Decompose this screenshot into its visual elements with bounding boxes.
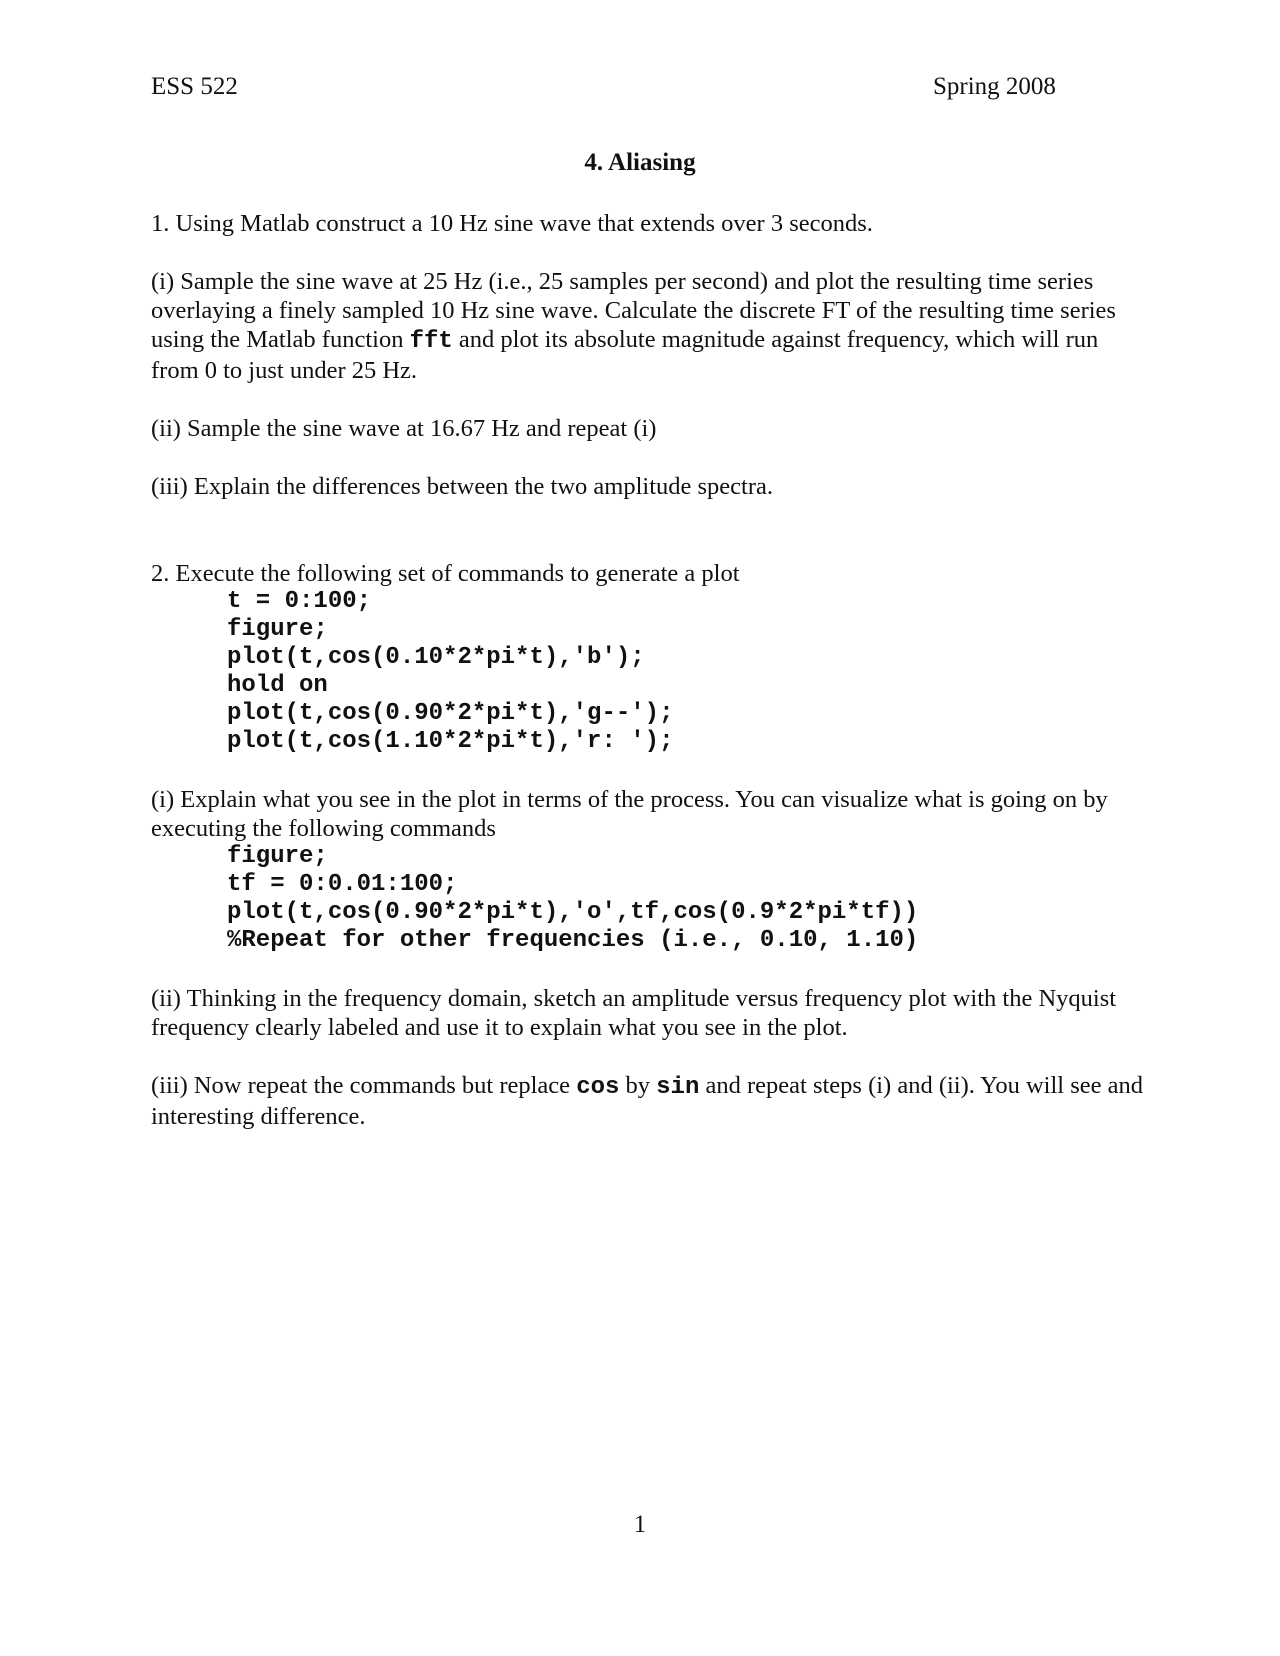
problem-2-part-iii-text: (iii) Now repeat the commands but replace xyxy=(151,1072,577,1099)
problem-2-part-iii-text-end: and repeat steps (i) and (ii). You will see and interesting difference. xyxy=(151,1072,1143,1130)
problem-1-part-iii: (iii) Explain the differences between the two amplitude spectra. xyxy=(151,473,774,500)
course-code: ESS 522 xyxy=(151,73,238,100)
code-line: %Repeat for other frequencies (i.e., 0.10, 1.10) xyxy=(227,927,919,954)
problem-2-part-iii xyxy=(151,1071,1151,1131)
code-block-1 xyxy=(151,588,1151,756)
problem-1-part-i-text: (i) Sample the sine wave at 25 Hz (i.e., 25 samples per second) and plot the resulting time series overlaying a finely sampled 10 Hz sine wave. Calculate the discrete FT of the resulting time series using the Matlab function xyxy=(151,268,1116,353)
problem-1-part-i xyxy=(151,267,1151,385)
document-body xyxy=(151,209,1151,1131)
code-line: figure; xyxy=(227,843,328,870)
code-line: hold on xyxy=(227,672,328,699)
fft-code: fft xyxy=(409,328,453,355)
page-number: 1 xyxy=(633,1511,647,1538)
problem-2-part-i: (i) Explain what you see in the plot in terms of the process. You can visualize what is going on by executing the following commands xyxy=(151,786,1108,842)
cos-code: cos xyxy=(576,1074,620,1101)
code-line: t = 0:100; xyxy=(227,588,372,615)
sin-code: sin xyxy=(656,1074,700,1101)
problem-2-statement: 2. Execute the following set of commands to generate a plot xyxy=(151,560,740,587)
code-line: figure; xyxy=(227,616,328,643)
code-line: tf = 0:0.01:100; xyxy=(227,871,458,898)
code-block-2 xyxy=(151,843,1151,955)
problem-1-part-ii: (ii) Sample the sine wave at 16.67 Hz and repeat (i) xyxy=(151,415,657,442)
problem-1-statement: 1. Using Matlab construct a 10 Hz sine wave that extends over 3 seconds. xyxy=(151,210,873,237)
term-label: Spring 2008 xyxy=(933,73,1056,100)
code-line: plot(t,cos(1.10*2*pi*t),'r: '); xyxy=(227,728,674,755)
problem-2-part-iii-text-mid: by xyxy=(619,1072,657,1099)
code-line: plot(t,cos(0.90*2*pi*t),'o',tf,cos(0.9*2*pi*tf)) xyxy=(227,899,919,926)
code-line: plot(t,cos(0.90*2*pi*t),'g--'); xyxy=(227,700,674,727)
code-line: plot(t,cos(0.10*2*pi*t),'b'); xyxy=(227,644,645,671)
page-title: 4. Aliasing xyxy=(584,149,696,176)
problem-2-part-ii: (ii) Thinking in the frequency domain, sketch an amplitude versus frequency plot with the Nyquist frequency clearly labeled and use it to explain what you see in the plot. xyxy=(151,985,1117,1041)
problem-1-part-i-text-end: and plot its absolute magnitude against frequency, which will run from 0 to just under 25 Hz. xyxy=(151,326,1099,384)
